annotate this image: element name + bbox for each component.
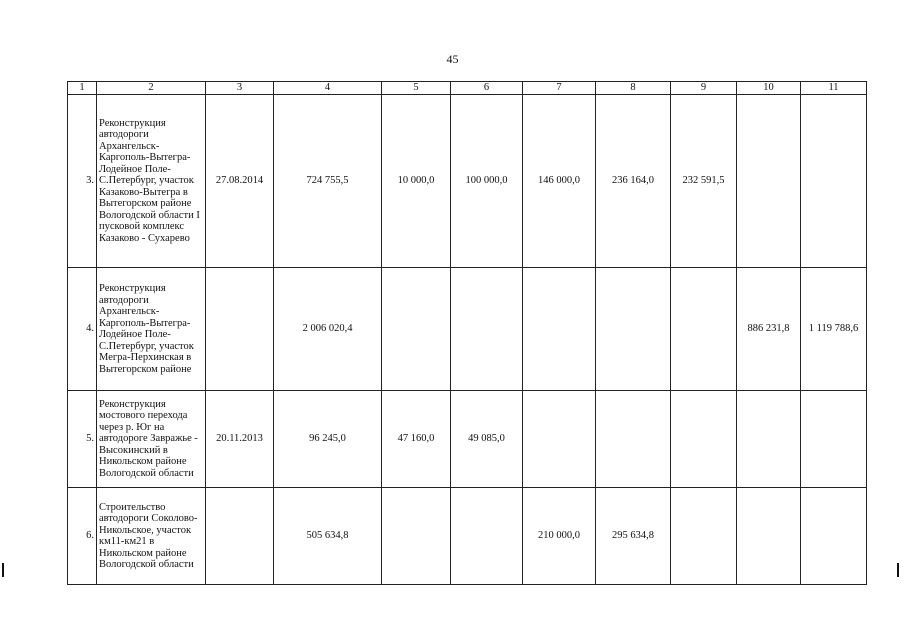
value-cell bbox=[801, 391, 867, 488]
value-cell bbox=[801, 95, 867, 268]
data-table bbox=[67, 81, 867, 585]
column-header: 7 bbox=[523, 82, 596, 95]
value-cell: 210 000,0 bbox=[523, 488, 596, 585]
value-cell bbox=[382, 268, 451, 391]
value-cell bbox=[451, 268, 523, 391]
date-cell: 20.11.2013 bbox=[206, 391, 274, 488]
column-header: 10 bbox=[737, 82, 801, 95]
value-cell: 236 164,0 bbox=[596, 95, 671, 268]
table-row bbox=[68, 391, 867, 488]
value-cell: 47 160,0 bbox=[382, 391, 451, 488]
object-name: Строительство автодороги Соколово-Никольское, участок км11-км21 в Никольском районе Вологодской области bbox=[97, 488, 206, 585]
value-cell: 505 634,8 bbox=[274, 488, 382, 585]
column-header: 9 bbox=[671, 82, 737, 95]
value-cell: 2 006 020,4 bbox=[274, 268, 382, 391]
value-cell: 146 000,0 bbox=[523, 95, 596, 268]
column-header: 1 bbox=[68, 82, 97, 95]
value-cell: 886 231,8 bbox=[737, 268, 801, 391]
scan-edge-mark bbox=[2, 563, 4, 577]
value-cell: 96 245,0 bbox=[274, 391, 382, 488]
value-cell: 232 591,5 bbox=[671, 95, 737, 268]
value-cell: 100 000,0 bbox=[451, 95, 523, 268]
value-cell: 295 634,8 bbox=[596, 488, 671, 585]
column-header: 8 bbox=[596, 82, 671, 95]
scan-edge-mark bbox=[897, 563, 899, 577]
row-number: 6. bbox=[68, 488, 97, 585]
date-cell: 27.08.2014 bbox=[206, 95, 274, 268]
date-cell bbox=[206, 488, 274, 585]
row-number: 3. bbox=[68, 95, 97, 268]
value-cell bbox=[737, 95, 801, 268]
value-cell bbox=[382, 488, 451, 585]
value-cell bbox=[801, 488, 867, 585]
object-name: Реконструкция мостового перехода через р. Юг на автодороге Завражье - Высокинский в Никольском районе Вологодской области bbox=[97, 391, 206, 488]
row-number: 4. bbox=[68, 268, 97, 391]
column-header: 2 bbox=[97, 82, 206, 95]
table-row bbox=[68, 488, 867, 585]
value-cell: 1 119 788,6 bbox=[801, 268, 867, 391]
value-cell bbox=[737, 488, 801, 585]
value-cell bbox=[671, 488, 737, 585]
value-cell bbox=[596, 268, 671, 391]
table-row bbox=[68, 95, 867, 268]
value-cell bbox=[596, 391, 671, 488]
column-header: 6 bbox=[451, 82, 523, 95]
value-cell: 49 085,0 bbox=[451, 391, 523, 488]
value-cell bbox=[451, 488, 523, 585]
row-number: 5. bbox=[68, 391, 97, 488]
object-name: Реконструкция автодороги Архангельск-Каргополь-Вытегра-Лодейное Поле-С.Петербург, участок Казаково-Вытегра в Вытегорском районе Вологодской области I пусковой комплекс Казаково - Сухарево bbox=[97, 95, 206, 268]
value-cell bbox=[523, 391, 596, 488]
value-cell bbox=[523, 268, 596, 391]
value-cell bbox=[671, 268, 737, 391]
column-header: 3 bbox=[206, 82, 274, 95]
value-cell: 724 755,5 bbox=[274, 95, 382, 268]
page-number: 45 bbox=[446, 52, 459, 66]
value-cell bbox=[671, 391, 737, 488]
column-header: 4 bbox=[274, 82, 382, 95]
header-row bbox=[68, 82, 867, 95]
value-cell bbox=[737, 391, 801, 488]
column-header: 5 bbox=[382, 82, 451, 95]
table-row bbox=[68, 268, 867, 391]
date-cell bbox=[206, 268, 274, 391]
column-header: 11 bbox=[801, 82, 867, 95]
object-name: Реконструкция автодороги Архангельск-Каргополь-Вытегра-Лодейное Поле-С.Петербург, участок Мегра-Перхинская в Вытегорском районе bbox=[97, 268, 206, 391]
value-cell: 10 000,0 bbox=[382, 95, 451, 268]
